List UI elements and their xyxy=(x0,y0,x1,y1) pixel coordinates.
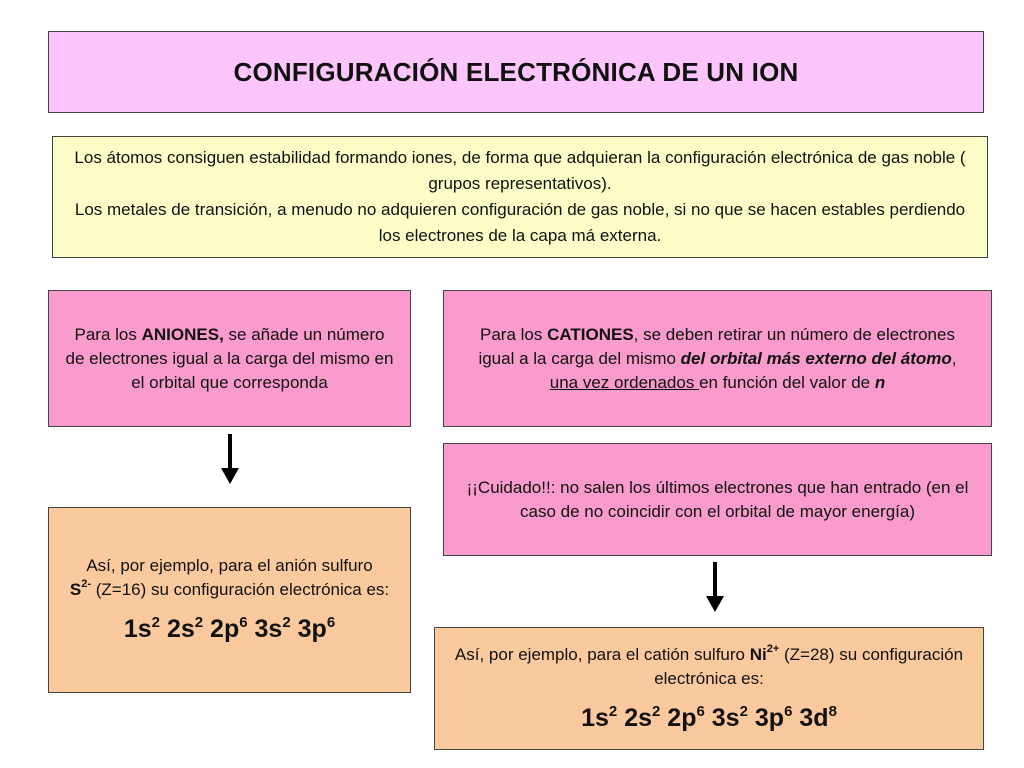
orbital-label: 2p xyxy=(667,703,697,732)
cation-orbital-term xyxy=(712,704,748,732)
anion-orbital-term xyxy=(255,615,291,643)
anion-example-box xyxy=(48,507,411,693)
anion-orbital-term xyxy=(124,615,160,643)
intro-box xyxy=(52,136,988,258)
orbital-label: 2p xyxy=(210,615,240,643)
cation-rule-text xyxy=(474,323,961,395)
cation-rule-box xyxy=(443,290,992,427)
anion-orbital-term xyxy=(167,615,203,643)
electron-count: 6 xyxy=(784,702,793,720)
anion-keyword: ANIONES, xyxy=(141,324,224,344)
arrow-down-icon xyxy=(703,560,727,616)
anion-orbital-term xyxy=(210,615,248,643)
cation-example-intro: Así, por ejemplo, para el catión sulfuro xyxy=(454,644,750,664)
cation-rule-emphasis: del orbital más externo del átomo xyxy=(680,348,952,368)
intro-paragraph-1: Los átomos consiguen estabilidad formando iones, de forma que adquieran la configuración electrónica de gas noble ( grupos representativos). xyxy=(74,148,966,193)
arrow-down-icon xyxy=(218,432,242,488)
cation-example-line xyxy=(449,643,969,691)
cation-rule-middle: , se deben retirar un número de electrones igual a la carga del mismo xyxy=(478,324,955,368)
orbital-label: 1s xyxy=(123,615,152,643)
orbital-label: 2s xyxy=(166,615,195,643)
page-title: CONFIGURACIÓN ELECTRÓNICA DE UN ION xyxy=(233,56,799,87)
cation-ion-symbol: Ni xyxy=(749,644,767,664)
orbital-label: 1s xyxy=(581,703,609,732)
anion-rule-rest: se añade un número de electrones igual a la carga del mismo en el orbital que corresponda xyxy=(65,324,394,392)
title-box xyxy=(48,31,984,113)
electron-count: 2 xyxy=(194,614,204,631)
cation-rule-comma: , xyxy=(951,348,957,368)
electron-count: 6 xyxy=(239,614,248,631)
orbital-label: 3s xyxy=(711,703,740,732)
cation-electron-configuration xyxy=(581,701,837,735)
anion-orbital-term xyxy=(298,615,336,643)
intro-paragraph-2: Los metales de transición, a menudo no adquieren configuración de gas noble, si no que se hacen estables perdiendo los electrones de la capa má externa. xyxy=(74,200,966,245)
orbital-label: 2s xyxy=(624,703,652,732)
electron-count: 2 xyxy=(151,614,160,631)
warning-box xyxy=(443,443,992,556)
anion-example-ion-line xyxy=(70,578,389,602)
electron-count: 2 xyxy=(739,702,748,720)
cation-orbital-term xyxy=(667,704,705,732)
cation-rule-suffix: en función del valor de xyxy=(699,372,875,392)
electron-count: 8 xyxy=(828,702,837,720)
anion-ion-charge: 2- xyxy=(81,578,91,590)
cation-orbital-term xyxy=(799,704,837,732)
cation-orbital-term xyxy=(755,704,793,732)
orbital-label: 3p xyxy=(754,703,785,732)
anion-rule-box xyxy=(48,290,411,427)
cation-orbital-term xyxy=(581,704,617,732)
cation-rule-prefix: Para los xyxy=(480,324,548,344)
electron-count: 2 xyxy=(282,614,291,631)
cation-ion-charge: 2+ xyxy=(766,642,780,655)
electron-count: 6 xyxy=(696,702,705,720)
cation-example-box xyxy=(434,627,984,750)
anion-rule-text xyxy=(63,323,396,395)
anion-ion-symbol: S xyxy=(69,580,82,599)
electron-count: 6 xyxy=(326,614,336,631)
cation-rule-underlined: una vez ordenados xyxy=(549,372,700,392)
orbital-label: 3d xyxy=(799,703,829,732)
anion-rule-prefix: Para los xyxy=(74,324,142,344)
anion-electron-configuration xyxy=(124,612,335,646)
cation-orbital-term xyxy=(624,704,660,732)
electron-count: 2 xyxy=(652,702,661,720)
warning-text: ¡¡Cuidado!!: no salen los últimos electrones que han entrado (en el caso de no coincidir con el orbital de mayor energía) xyxy=(466,477,969,521)
electron-count: 2 xyxy=(608,702,618,720)
cation-keyword: CATIONES xyxy=(547,324,634,344)
anion-example-intro: Así, por ejemplo, para el anión sulfuro xyxy=(86,556,373,575)
orbital-label: 3s xyxy=(254,615,283,643)
cation-example-z-text: (Z=28) su configuración electrónica es: xyxy=(654,644,964,688)
cation-rule-variable: n xyxy=(874,372,886,392)
orbital-label: 3p xyxy=(297,615,327,643)
anion-example-z-text: (Z=16) su configuración electrónica es: xyxy=(91,580,390,599)
